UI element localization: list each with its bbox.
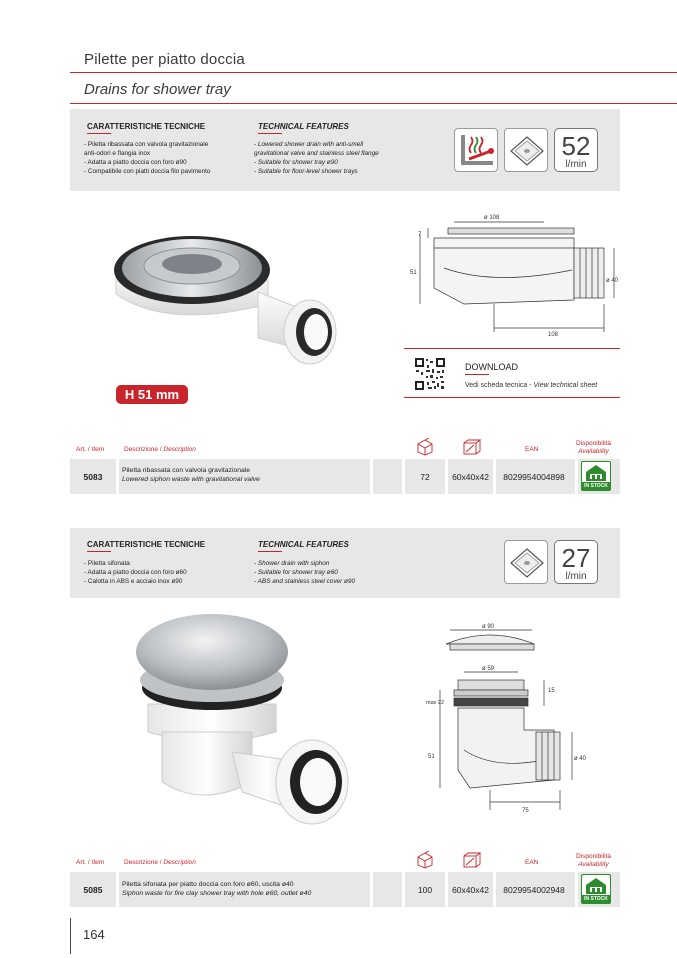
shower-tray-icon — [504, 540, 548, 584]
title-divider — [70, 72, 677, 73]
feature-line: - Shower drain with siphon — [254, 560, 330, 567]
subtitle-divider — [70, 103, 677, 104]
technical-drawing-5085 — [424, 620, 594, 816]
box-qty-icon — [414, 438, 436, 461]
features-heading-it: CARATTERISTICHE TECNICHE — [87, 122, 206, 131]
col-availability: Disponibilità Availability — [576, 440, 612, 455]
dim-label: ø 59 — [482, 666, 495, 672]
feature-line: - Compatibile con piatti doccia filo pavimento — [84, 168, 211, 175]
feature-line: - Suitable for shower tray ø60 — [254, 569, 338, 576]
dim-label: 108 — [548, 332, 559, 338]
col-desc: Descrizione / Description — [124, 446, 196, 453]
row-qty: 100 — [417, 884, 433, 895]
page-number-divider — [70, 918, 71, 954]
box-dimensions-icon — [460, 851, 482, 874]
row-art: 5083 — [83, 471, 103, 482]
product-photo-5083 — [108, 222, 343, 382]
col-desc: Descrizione / Description — [124, 859, 196, 866]
download-title: DOWNLOAD — [465, 362, 519, 372]
features-heading-en: TECHNICAL FEATURES — [258, 540, 349, 549]
download-sub-it: Vedi scheda tecnica - — [465, 382, 534, 389]
flow-rate-badge — [554, 128, 598, 172]
row-desc-it: Piletta sifonata per piatto doccia con foro ø60, uscita ø40 — [122, 881, 294, 888]
feature-line: - Piletta ribassata con valvola gravitazionale — [84, 141, 209, 148]
heading-underline — [258, 133, 282, 134]
dim-label: 75 — [522, 808, 529, 814]
technical-drawing-5083 — [404, 208, 620, 338]
feature-line: - Piletta sifonata — [84, 560, 130, 567]
row-box: 60x40x42 — [452, 884, 489, 895]
download-link[interactable] — [465, 382, 597, 389]
flow-rate-badge — [554, 540, 598, 584]
page-title-en: Drains for shower tray — [84, 81, 231, 98]
house-icon — [582, 875, 610, 895]
flow-rate-unit: l/min — [565, 571, 587, 582]
box-qty-icon — [414, 851, 436, 874]
table-header-5085 — [70, 851, 620, 871]
row-ean: 8029954004898 — [503, 471, 565, 482]
row-box: 60x40x42 — [452, 471, 489, 482]
row-desc-it: Piletta ribassata con valvola gravitazionale — [122, 467, 251, 474]
house-icon — [582, 462, 610, 482]
download-box[interactable] — [404, 348, 620, 398]
stock-label: IN STOCK — [582, 482, 610, 490]
col-art: Art. / Item — [76, 859, 105, 866]
feature-line: - ABS and stainless steel cover ø90 — [254, 578, 355, 585]
dim-label: 51 — [428, 754, 435, 760]
row-description — [122, 880, 311, 898]
features-panel-5083 — [70, 109, 620, 191]
table-row — [70, 459, 620, 494]
table-row — [70, 872, 620, 907]
heading-underline — [258, 551, 282, 552]
dim-label: ø 40 — [574, 756, 587, 762]
dim-label: ø 90 — [482, 624, 495, 630]
in-stock-badge — [581, 461, 611, 491]
row-description — [122, 466, 260, 484]
qr-code-icon — [414, 357, 446, 391]
features-heading-it: CARATTERISTICHE TECNICHE — [87, 540, 206, 549]
col-ean: EAN — [525, 859, 539, 866]
height-badge: H 51 mm — [116, 385, 188, 404]
table-header-5083 — [70, 438, 620, 458]
feature-line: - Adatta a piatto doccia con foro ø90 — [84, 159, 187, 166]
download-underline — [465, 374, 489, 375]
features-heading-en: TECHNICAL FEATURES — [258, 122, 349, 131]
dim-label: max 22 — [426, 700, 445, 706]
feature-line: - Lowered shower drain with anti-smell — [254, 141, 364, 148]
row-desc-en: Lowered siphon waste with gravitational valve — [122, 476, 260, 483]
dim-label: 7 — [418, 232, 422, 238]
features-panel-5085 — [70, 528, 620, 598]
dim-label: 51 — [410, 270, 417, 276]
dim-label: 15 — [548, 688, 555, 694]
flow-rate-value: 27 — [561, 543, 591, 573]
dim-label: ø 40 — [606, 278, 619, 284]
col-availability: Disponibilità Availability — [576, 853, 612, 868]
heading-underline — [87, 551, 111, 552]
heading-underline — [87, 133, 111, 134]
in-stock-badge — [581, 874, 611, 904]
dim-label: ø 108 — [484, 215, 500, 221]
row-qty: 72 — [420, 471, 430, 482]
col-art: Art. / Item — [76, 446, 105, 453]
product-photo-5085 — [132, 612, 352, 834]
shower-tray-icon — [504, 128, 548, 172]
row-art: 5085 — [83, 884, 103, 895]
col-ean: EAN — [525, 446, 539, 453]
page-title-it: Pilette per piatto doccia — [84, 51, 245, 68]
box-dimensions-icon — [460, 438, 482, 461]
flow-rate-value: 52 — [561, 131, 591, 161]
floor-level-icon — [454, 128, 498, 172]
flow-rate-unit: l/min — [565, 159, 587, 170]
stock-label: IN STOCK — [582, 895, 610, 903]
feature-line: - Suitable for floor-level shower trays — [254, 168, 358, 175]
row-ean: 8029954002948 — [503, 884, 565, 895]
row-desc-en: Siphon waste for fire clay shower tray with hole ø60, outlet ø40 — [122, 890, 312, 897]
feature-line: gravitational valve and stainless steel flange — [254, 150, 379, 157]
feature-line: - Adatta a piatto doccia con foro ø60 — [84, 569, 187, 576]
download-sub-en: View technical sheet — [533, 382, 598, 389]
page-number: 164 — [83, 927, 105, 942]
feature-line: - Calotta in ABS e acciaio inox ø90 — [84, 578, 183, 585]
feature-line: anti-odori e flangia inox — [84, 150, 151, 157]
feature-line: - Suitable for shower tray ø90 — [254, 159, 338, 166]
